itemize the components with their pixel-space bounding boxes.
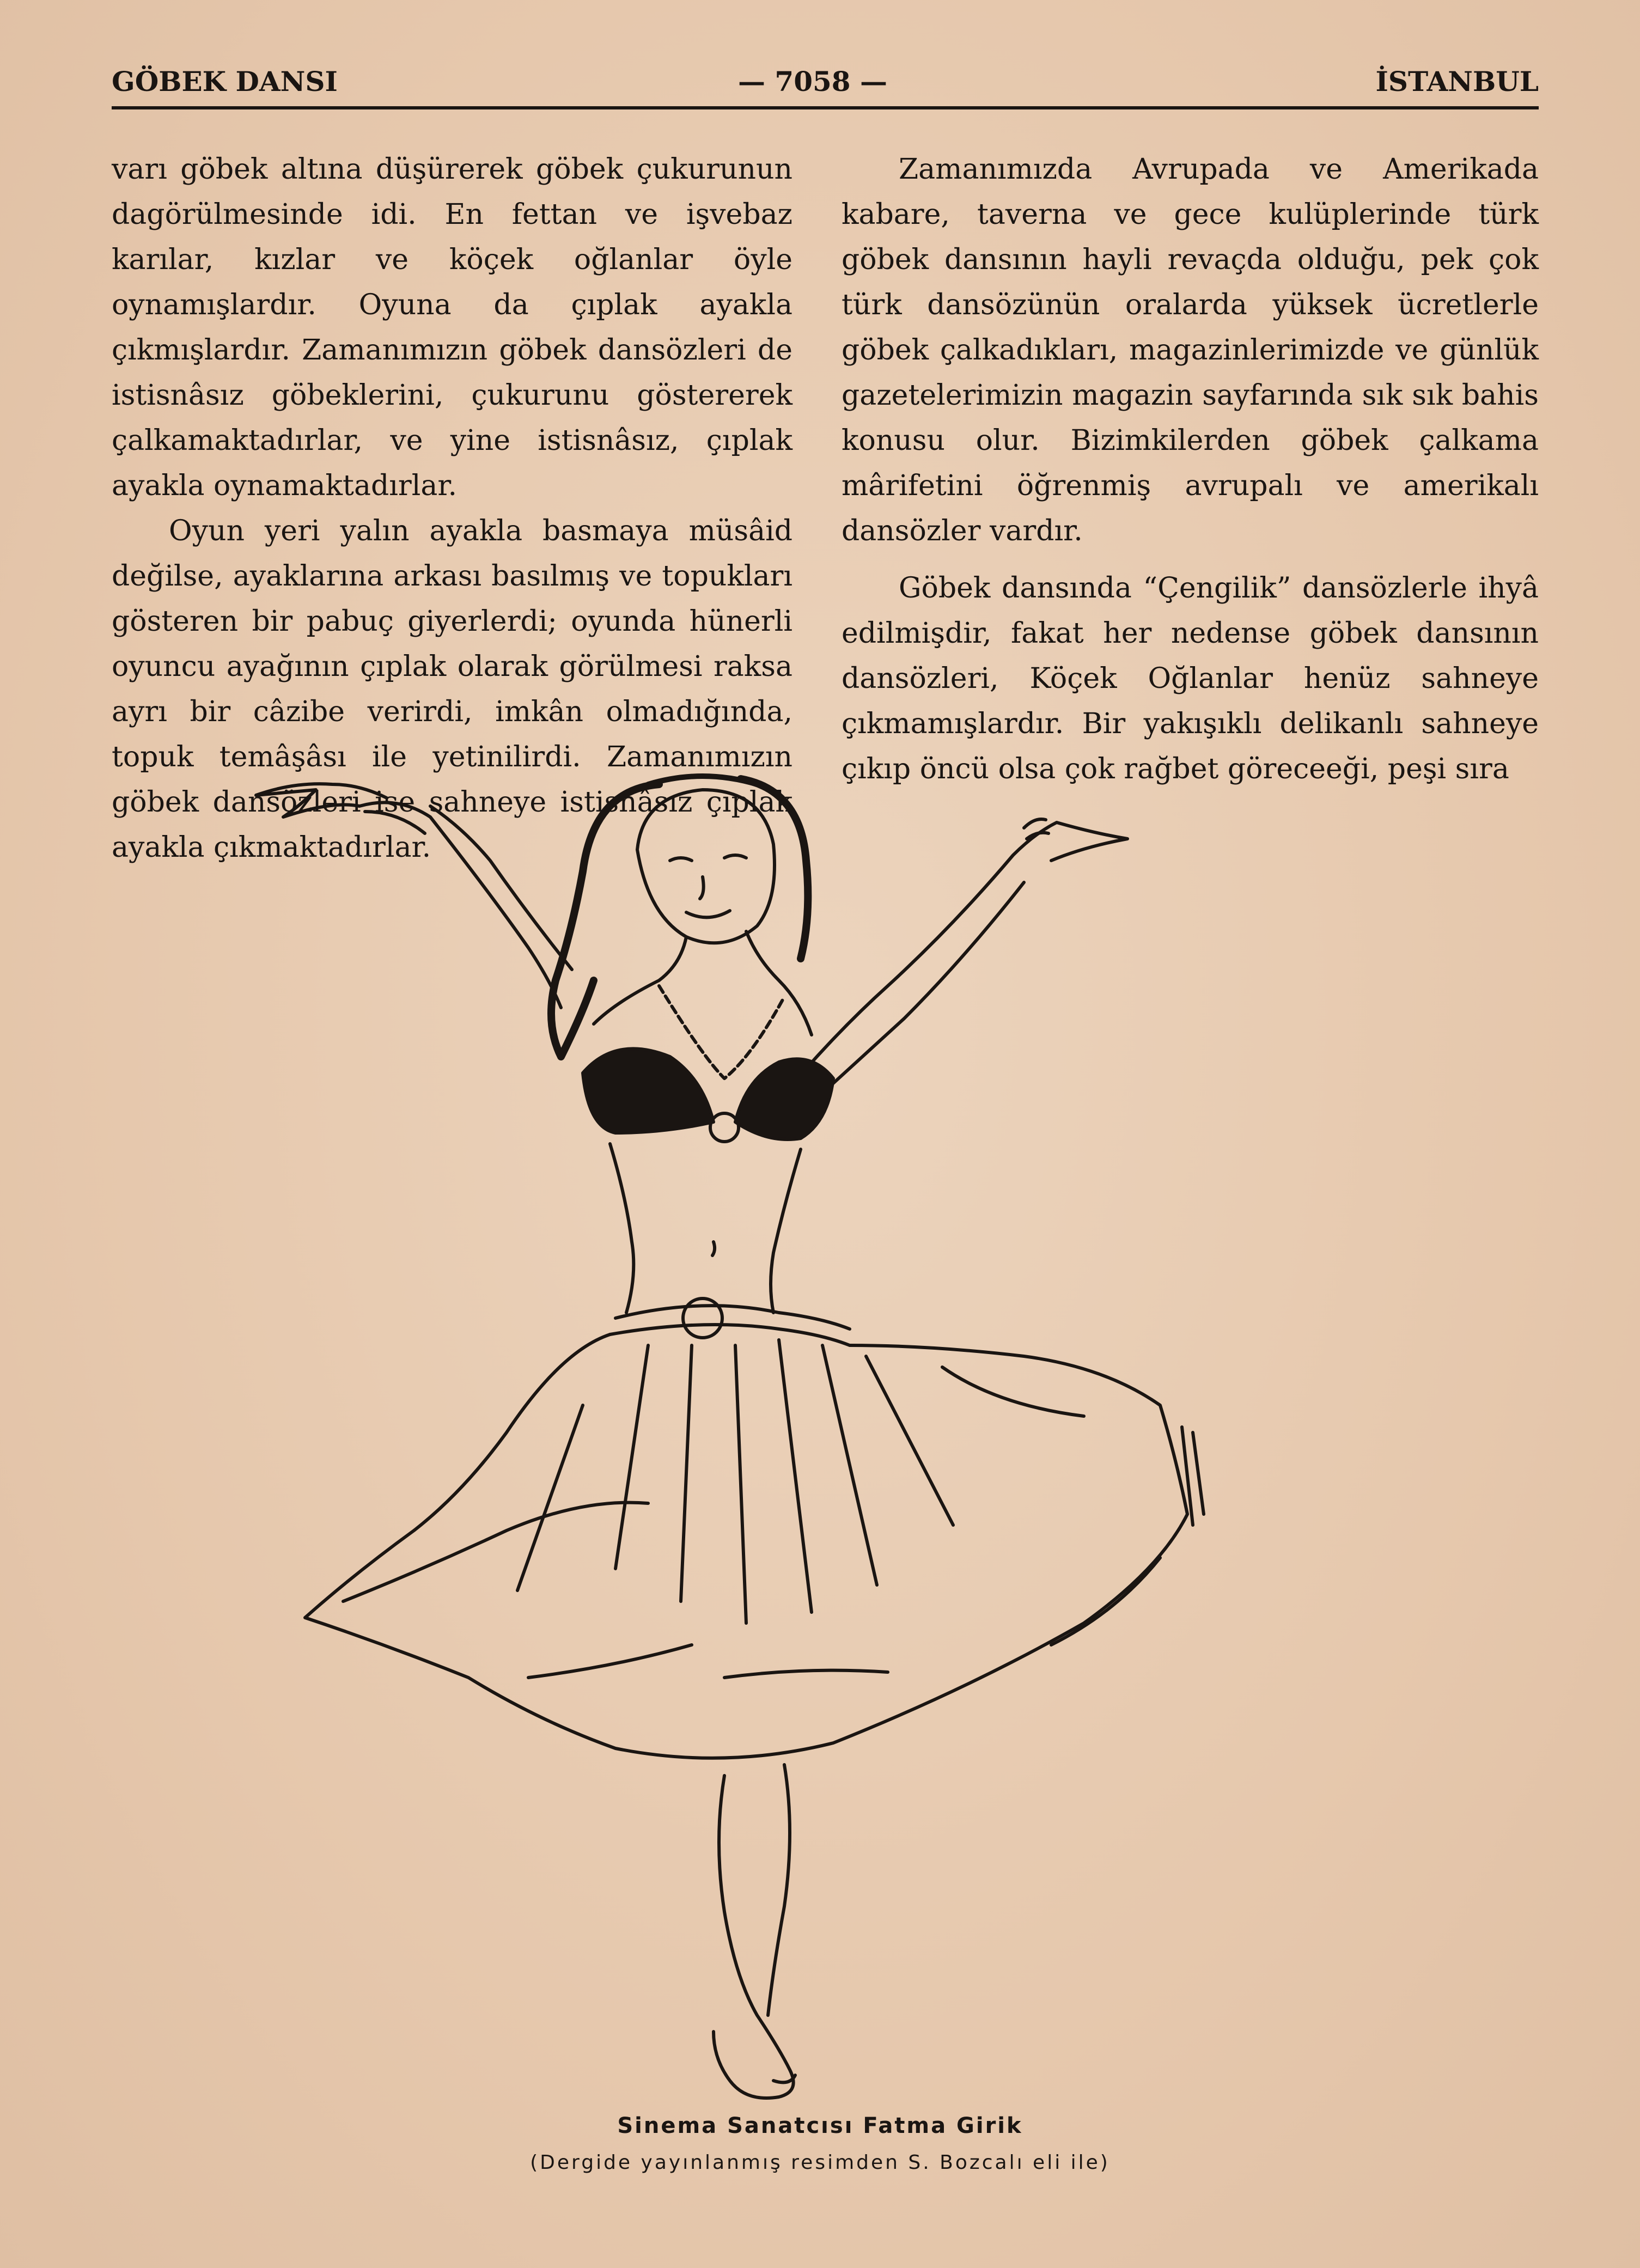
page-header (112, 60, 1539, 103)
illustration-caption: Sinema Sanatcısı Fatma Girik (617, 2113, 1023, 2138)
header-rule (112, 106, 1539, 109)
illustration-credit: (Dergide yayınlanmış resimden S. Bozcalı eli ile) (530, 2151, 1110, 2174)
left-paragraph-2: Oyun yeri yalın ayakla basmaya müsâid değilse, ayaklarına arkası basılmış ve topukları gösteren bir pabuç giyerlerdi; oyunda hünerli oyuncu ayağının çıplak olarak görülmesi raksa ayrı bir câzibe verirdi, imkân olmadığında, topuk temâşâsı ile yetinilirdi. Zamanımızın göbek dansözleri ise sahneye istisnâsız çıplak ayakla çıkmaktadırlar. (112, 515, 792, 864)
right-paragraph-2: Göbek dansında “Çengilik” dansözlerle ihyâ edilmişdir, fakat her nedense göbek dansının dansözleri, Köçek Oğlanlar henüz sahneye çıkmamışlardır. Bir yakışıklı delikanlı sahneye çıkıp öncü olsa çok rağbet göreceeği, peşi sıra (842, 572, 1539, 785)
dancer-illustration (234, 752, 1378, 2113)
header-publication-title: İSTANBUL (1375, 65, 1539, 97)
right-text-column (842, 147, 1539, 792)
header-page-number: — 7058 — (738, 65, 887, 97)
left-paragraph-1: varı göbek altına düşürerek göbek çukurunun dagörülmesinde idi. En fettan ve işvebaz karılar, kızlar ve köçek oğlanlar öyle oynamışlardır. Oyuna da çıplak ayakla çıkmışlardır. Zamanımızın göbek dansözleri de istisnâsız göbeklerini, çukurunu göstererek çalkamaktadırlar, ve yine istisnâsız, çıplak ayakla oynamaktadırlar. (112, 153, 792, 502)
right-paragraph-1: Zamanımızda Avrupada ve Amerikada kabare, taverna ve gece kulüplerinde türk göbek dansının hayli revaçda olduğu, pek çok türk dansözünün oralarda yüksek ücretlerle göbek çalkadıkları, magazinlerimizde ve günlük gazetelerimizin magazin sayfarında sık sık bahis konusu olur. Bizimkilerden göbek çalkama mârifetini öğrenmiş avrupalı ve amerikalı dansözler vardır. (842, 153, 1539, 547)
header-section-title: GÖBEK DANSI (112, 65, 338, 97)
